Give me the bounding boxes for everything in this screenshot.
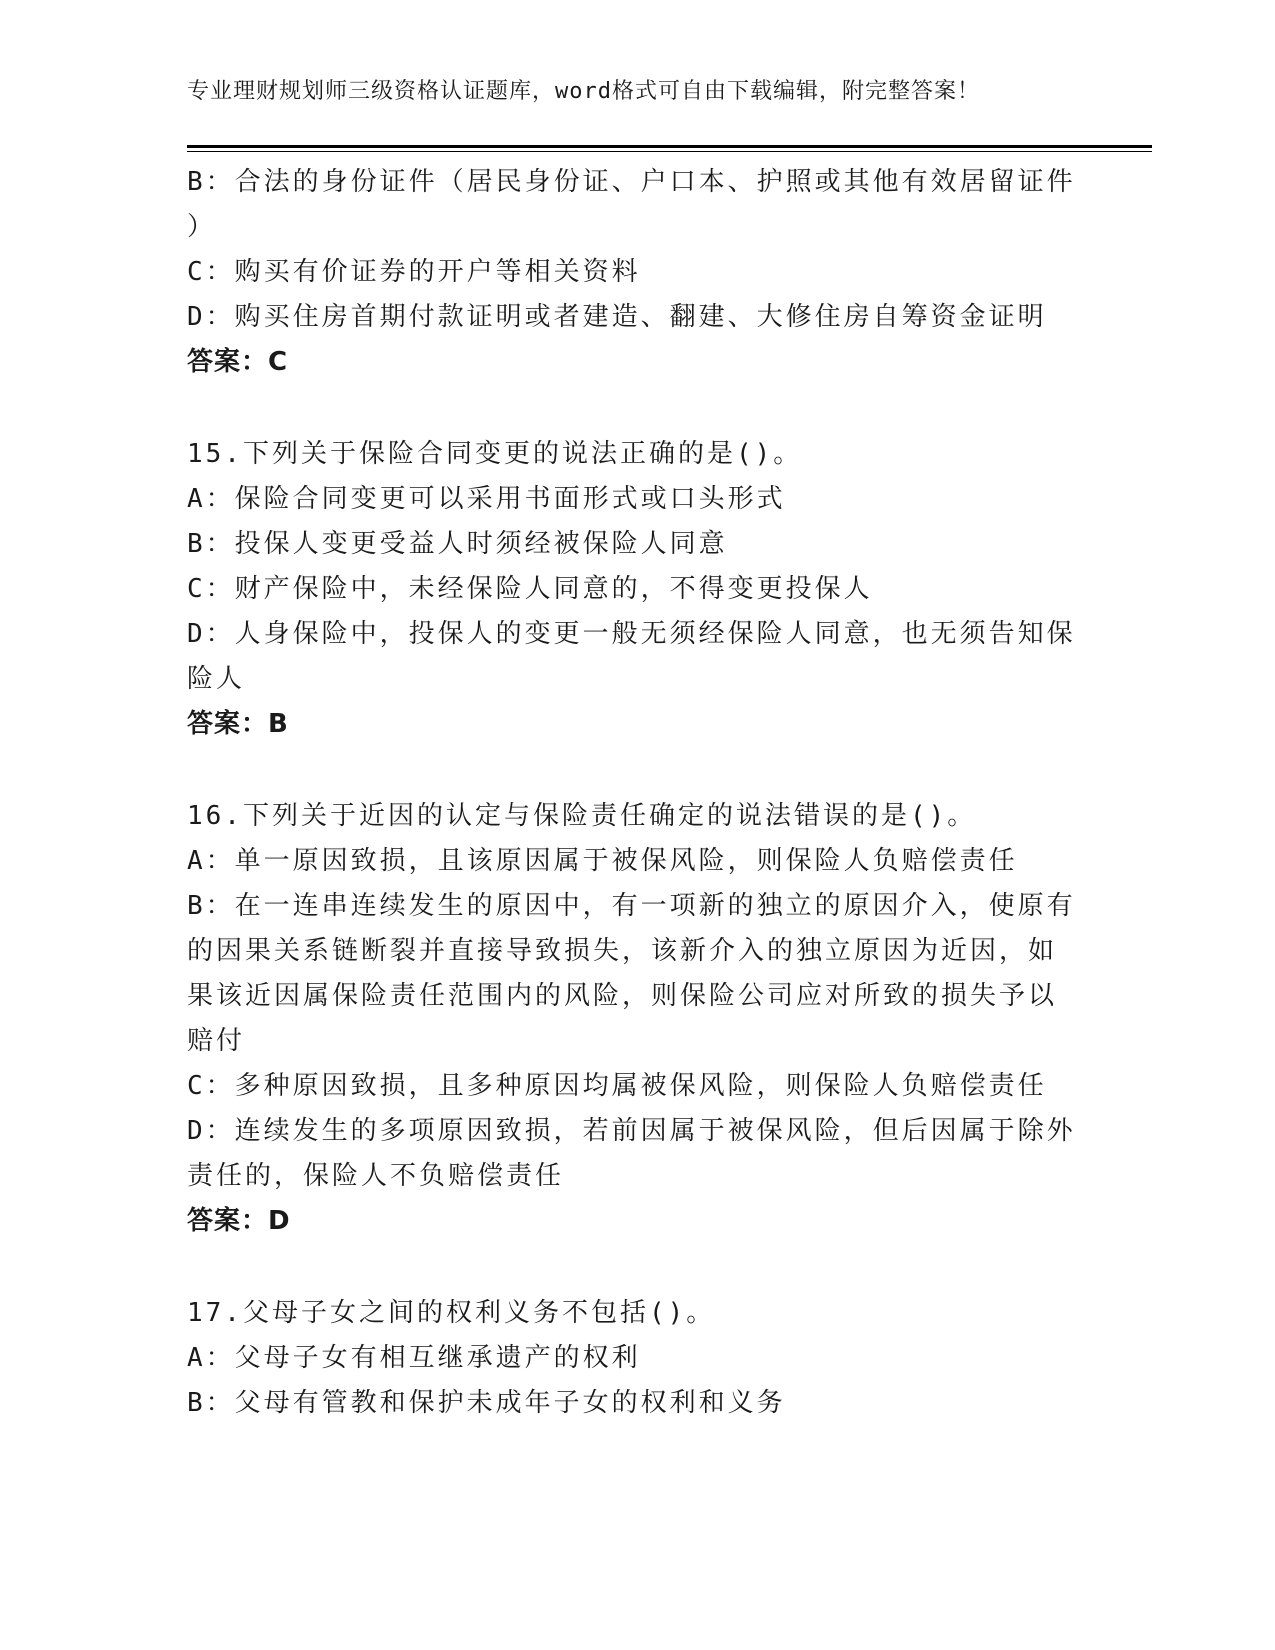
answer: 答案：C	[187, 347, 289, 377]
option-b-continued: 的因果关系链断裂并直接导致损失，该新介入的独立原因为近因，如	[187, 936, 1058, 966]
option-c: C：多种原因致损，且多种原因均属被保风险，则保险人负赔偿责任	[187, 1071, 1047, 1101]
option-a: A：父母子女有相互继承遗产的权利	[187, 1343, 641, 1373]
spacer	[187, 385, 1087, 432]
question-stem: 17.父母子女之间的权利义务不包括()。	[187, 1298, 716, 1328]
option-c: C：购买有价证券的开户等相关资料	[187, 257, 641, 287]
question-stem: 16.下列关于近因的认定与保险责任确定的说法错误的是()。	[187, 801, 977, 831]
question-17	[187, 1291, 1087, 1426]
header-rule-thick	[187, 145, 1152, 148]
option-c: C：财产保险中，未经保险人同意的，不得变更投保人	[187, 574, 873, 604]
option-b: B：投保人变更受益人时须经被保险人同意	[187, 529, 728, 559]
question-list	[187, 160, 1087, 1426]
option-d: D：连续发生的多项原因致损，若前因属于被保风险，但后因属于除外	[187, 1116, 1076, 1146]
option-a: A：单一原因致损，且该原因属于被保风险，则保险人负赔偿责任	[187, 846, 1018, 876]
answer: 答案：B	[187, 709, 289, 739]
option-d: D：人身保险中，投保人的变更一般无须经保险人同意，也无须告知保	[187, 619, 1076, 649]
page-header: 专业理财规划师三级资格认证题库，word格式可自由下载编辑，附完整答案！	[187, 79, 980, 104]
question-stem: 15.下列关于保险合同变更的说法正确的是()。	[187, 439, 803, 469]
option-b-continued: 果该近因属保险责任范围内的风险，则保险公司应对所致的损失予以	[187, 981, 1058, 1011]
question-16	[187, 794, 1087, 1244]
header-rule-thin	[187, 151, 1152, 152]
option-d-continued: 责任的，保险人不负赔偿责任	[187, 1161, 565, 1191]
spacer	[187, 747, 1087, 794]
spacer	[187, 1244, 1087, 1291]
option-b: B：在一连串连续发生的原因中，有一项新的独立的原因介入，使原有	[187, 891, 1076, 921]
answer: 答案：D	[187, 1206, 291, 1236]
question-15	[187, 432, 1087, 747]
option-b: B：合法的身份证件（居民身份证、户口本、护照或其他有效居留证件	[187, 167, 1076, 197]
question-14	[187, 160, 1087, 385]
option-a: A：保险合同变更可以采用书面形式或口头形式	[187, 484, 786, 514]
option-d-continued: 险人	[187, 664, 246, 694]
option-d: D：购买住房首期付款证明或者建造、翻建、大修住房自筹资金证明	[187, 302, 1047, 332]
option-b-continued: 赔付	[187, 1026, 246, 1056]
option-b: B：父母有管教和保护未成年子女的权利和义务	[187, 1388, 786, 1418]
option-b-continued: ）	[187, 212, 217, 242]
